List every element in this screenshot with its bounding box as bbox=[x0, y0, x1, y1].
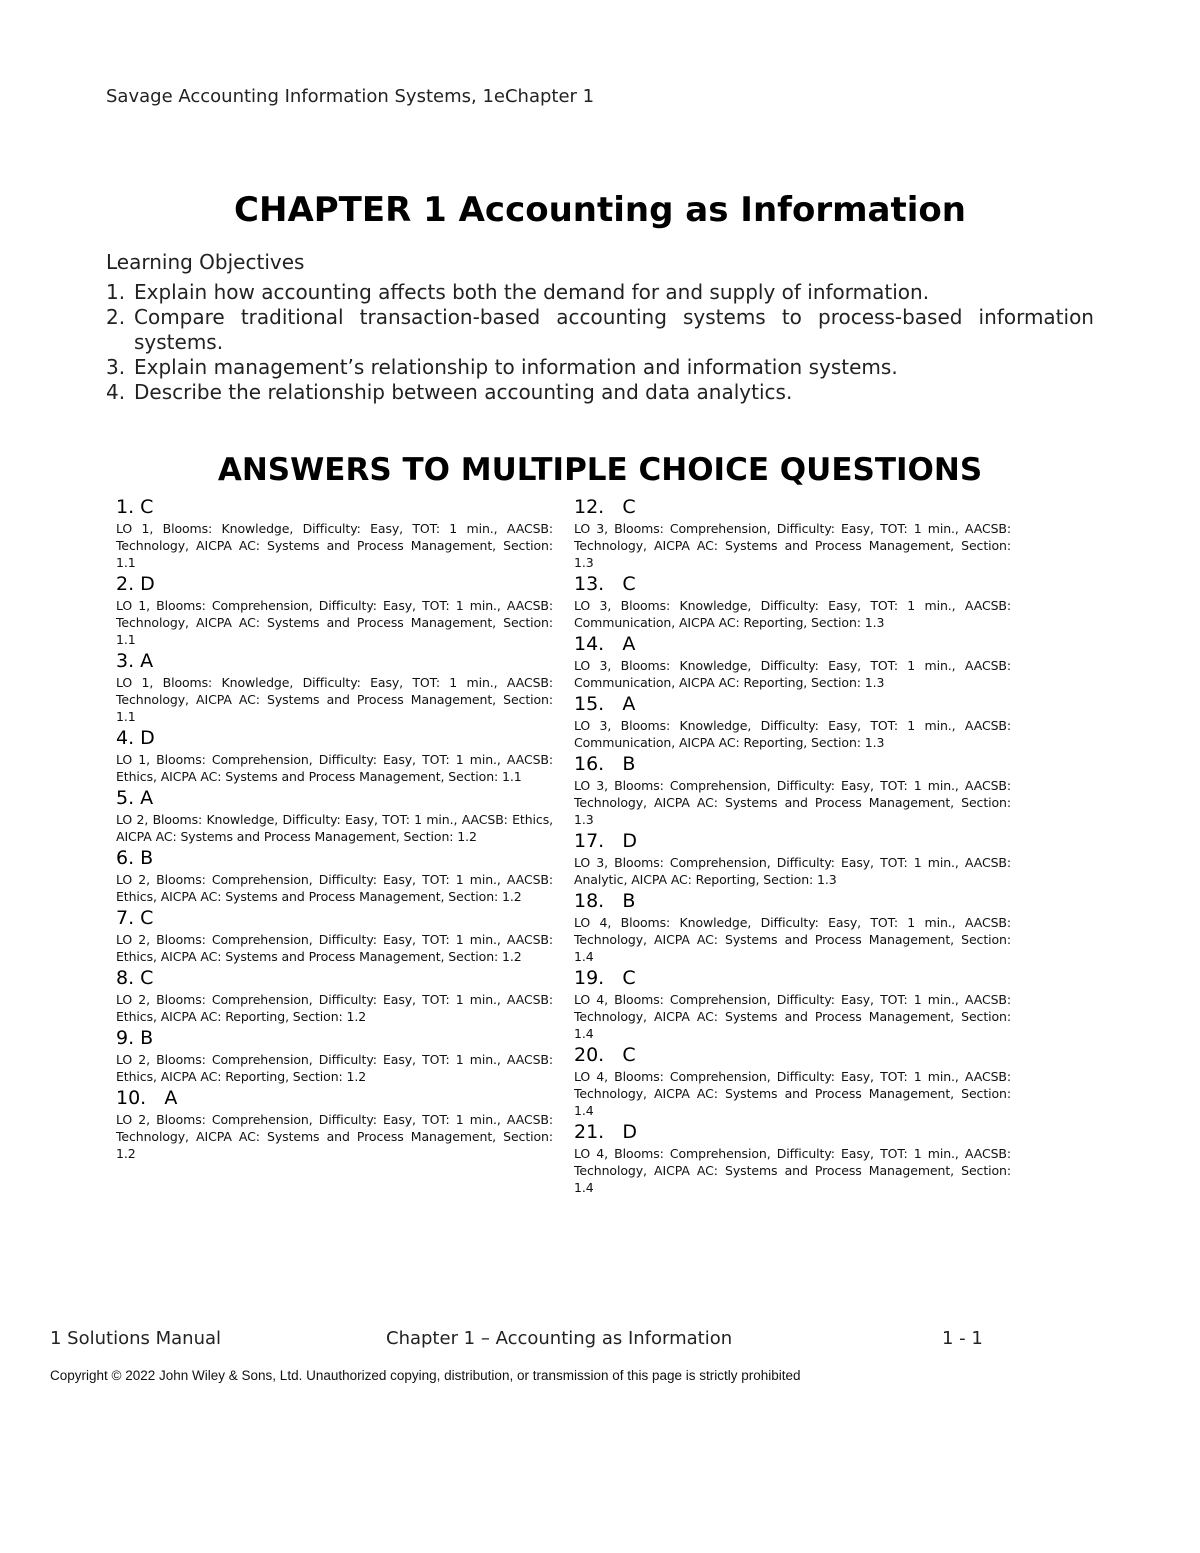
answer-item bbox=[116, 725, 553, 785]
answer-key: 18. B bbox=[574, 890, 636, 912]
answer-metadata: LO 3, Blooms: Knowledge, Difficulty: Easy, TOT: 1 min., AACSB: Communication, AICPA AC: Reporting, Section: 1.3 bbox=[574, 598, 1011, 630]
answer-item bbox=[116, 571, 553, 648]
answer-metadata: LO 1, Blooms: Comprehension, Difficulty: Easy, TOT: 1 min., AACSB: Technology, AICPA AC: Systems and Process Management, Section: 1.1 bbox=[116, 598, 553, 647]
answer-metadata: LO 3, Blooms: Knowledge, Difficulty: Easy, TOT: 1 min., AACSB: Communication, AICPA AC: Reporting, Section: 1.3 bbox=[574, 718, 1011, 750]
answer-item bbox=[574, 828, 1011, 888]
answer-item bbox=[574, 1119, 1011, 1196]
answer-item bbox=[116, 1025, 553, 1085]
answer-item bbox=[116, 905, 553, 965]
answer-item bbox=[574, 965, 1011, 1042]
answer-key: 2. D bbox=[116, 573, 155, 595]
answer-item bbox=[574, 571, 1011, 631]
answer-metadata: LO 3, Blooms: Comprehension, Difficulty: Easy, TOT: 1 min., AACSB: Analytic, AICPA AC: Reporting, Section: 1.3 bbox=[574, 855, 1011, 887]
learning-objective-text: Describe the relationship between accounting and data analytics. bbox=[134, 380, 793, 404]
copyright-notice: Copyright © 2022 John Wiley & Sons, Ltd. Unauthorized copying, distribution, or transmission of this page is strictly prohibited bbox=[50, 1368, 801, 1383]
answer-item bbox=[574, 494, 1011, 571]
answers-section-title: ANSWERS TO MULTIPLE CHOICE QUESTIONS bbox=[217, 452, 983, 488]
answer-key: 6. B bbox=[116, 847, 154, 869]
chapter-title: CHAPTER 1 Accounting as Information bbox=[234, 190, 966, 230]
answer-item bbox=[116, 785, 553, 845]
learning-objectives-heading: Learning Objectives bbox=[106, 250, 305, 274]
answer-key: 21. D bbox=[574, 1121, 637, 1143]
answer-metadata: LO 4, Blooms: Comprehension, Difficulty: Easy, TOT: 1 min., AACSB: Technology, AICPA AC: Systems and Process Management, Section: 1.4 bbox=[574, 1146, 1011, 1195]
learning-objectives-list bbox=[106, 280, 1094, 405]
answer-key: 4. D bbox=[116, 727, 155, 749]
learning-objective-item bbox=[106, 380, 1094, 405]
answer-key: 19. C bbox=[574, 967, 636, 989]
learning-objective-item bbox=[106, 280, 1094, 305]
learning-objective-item bbox=[106, 305, 1094, 355]
answer-metadata: LO 3, Blooms: Comprehension, Difficulty: Easy, TOT: 1 min., AACSB: Technology, AICPA AC: Systems and Process Management, Section: 1.3 bbox=[574, 521, 1011, 570]
learning-objective-number: 3. bbox=[106, 355, 126, 379]
learning-objective-item bbox=[106, 355, 1094, 380]
answer-key: 1. C bbox=[116, 496, 154, 518]
answer-item bbox=[116, 494, 553, 571]
answer-key: 14. A bbox=[574, 633, 636, 655]
answer-metadata: LO 3, Blooms: Knowledge, Difficulty: Easy, TOT: 1 min., AACSB: Communication, AICPA AC: Reporting, Section: 1.3 bbox=[574, 658, 1011, 690]
answer-key: 20. C bbox=[574, 1044, 636, 1066]
answer-metadata: LO 3, Blooms: Comprehension, Difficulty: Easy, TOT: 1 min., AACSB: Technology, AICPA AC: Systems and Process Management, Section: 1.3 bbox=[574, 778, 1011, 827]
answer-metadata: LO 2, Blooms: Comprehension, Difficulty: Easy, TOT: 1 min., AACSB: Ethics, AICPA AC: Reporting, Section: 1.2 bbox=[116, 1052, 553, 1084]
answer-key: 17. D bbox=[574, 830, 637, 852]
answer-key: 3. A bbox=[116, 650, 154, 672]
answer-item bbox=[116, 965, 553, 1025]
answer-key: 7. C bbox=[116, 907, 154, 929]
answer-key: 5. A bbox=[116, 787, 154, 809]
learning-objective-number: 2. bbox=[106, 305, 126, 329]
answer-item bbox=[116, 1085, 553, 1162]
footer-chapter-label: Chapter 1 – Accounting as Information bbox=[386, 1328, 733, 1349]
learning-objective-text: Explain management’s relationship to information and information systems. bbox=[134, 355, 898, 379]
answer-key: 12. C bbox=[574, 496, 636, 518]
answer-key: 15. A bbox=[574, 693, 636, 715]
answer-metadata: LO 2, Blooms: Comprehension, Difficulty: Easy, TOT: 1 min., AACSB: Ethics, AICPA AC: Systems and Process Management, Section: 1.2 bbox=[116, 932, 553, 964]
answer-metadata: LO 4, Blooms: Comprehension, Difficulty: Easy, TOT: 1 min., AACSB: Technology, AICPA AC: Systems and Process Management, Section: 1.4 bbox=[574, 992, 1011, 1041]
running-header: Savage Accounting Information Systems, 1eChapter 1 bbox=[106, 86, 595, 107]
learning-objective-text: Explain how accounting affects both the demand for and supply of information. bbox=[134, 280, 930, 304]
answer-metadata: LO 4, Blooms: Knowledge, Difficulty: Easy, TOT: 1 min., AACSB: Technology, AICPA AC: Systems and Process Management, Section: 1.4 bbox=[574, 915, 1011, 964]
answer-metadata: LO 1, Blooms: Comprehension, Difficulty: Easy, TOT: 1 min., AACSB: Ethics, AICPA AC: Systems and Process Management, Section: 1.1 bbox=[116, 752, 553, 784]
answers-column-right bbox=[574, 494, 1011, 1196]
answer-metadata: LO 4, Blooms: Comprehension, Difficulty: Easy, TOT: 1 min., AACSB: Technology, AICPA AC: Systems and Process Management, Section: 1.4 bbox=[574, 1069, 1011, 1118]
answer-metadata: LO 1, Blooms: Knowledge, Difficulty: Easy, TOT: 1 min., AACSB: Technology, AICPA AC: Systems and Process Management, Section: 1.1 bbox=[116, 675, 553, 724]
footer-page-number: 1 - 1 bbox=[942, 1328, 983, 1349]
answer-metadata: LO 2, Blooms: Comprehension, Difficulty: Easy, TOT: 1 min., AACSB: Ethics, AICPA AC: Systems and Process Management, Section: 1.2 bbox=[116, 872, 553, 904]
answer-item bbox=[574, 751, 1011, 828]
answer-item bbox=[574, 631, 1011, 691]
answer-item bbox=[574, 1042, 1011, 1119]
answer-key: 10. A bbox=[116, 1087, 178, 1109]
answer-key: 16. B bbox=[574, 753, 636, 775]
answer-item bbox=[116, 648, 553, 725]
answer-key: 8. C bbox=[116, 967, 154, 989]
answer-item bbox=[574, 888, 1011, 965]
answer-metadata: LO 2, Blooms: Comprehension, Difficulty: Easy, TOT: 1 min., AACSB: Technology, AICPA AC: Systems and Process Management, Section: 1.2 bbox=[116, 1112, 553, 1161]
answer-key: 13. C bbox=[574, 573, 636, 595]
learning-objective-text: Compare traditional transaction-based accounting systems to process-based information systems. bbox=[134, 305, 1094, 354]
answer-key: 9. B bbox=[116, 1027, 154, 1049]
answer-metadata: LO 1, Blooms: Knowledge, Difficulty: Easy, TOT: 1 min., AACSB: Technology, AICPA AC: Systems and Process Management, Section: 1.1 bbox=[116, 521, 553, 570]
footer-manual-label: 1 Solutions Manual bbox=[50, 1328, 222, 1349]
answers-column-left bbox=[116, 494, 553, 1162]
learning-objective-number: 1. bbox=[106, 280, 126, 304]
answer-item bbox=[574, 691, 1011, 751]
answer-metadata: LO 2, Blooms: Comprehension, Difficulty: Easy, TOT: 1 min., AACSB: Ethics, AICPA AC: Reporting, Section: 1.2 bbox=[116, 992, 553, 1024]
answer-item bbox=[116, 845, 553, 905]
answer-metadata: LO 2, Blooms: Knowledge, Difficulty: Easy, TOT: 1 min., AACSB: Ethics, AICPA AC: Systems and Process Management, Section: 1.2 bbox=[116, 812, 553, 844]
learning-objective-number: 4. bbox=[106, 380, 126, 404]
